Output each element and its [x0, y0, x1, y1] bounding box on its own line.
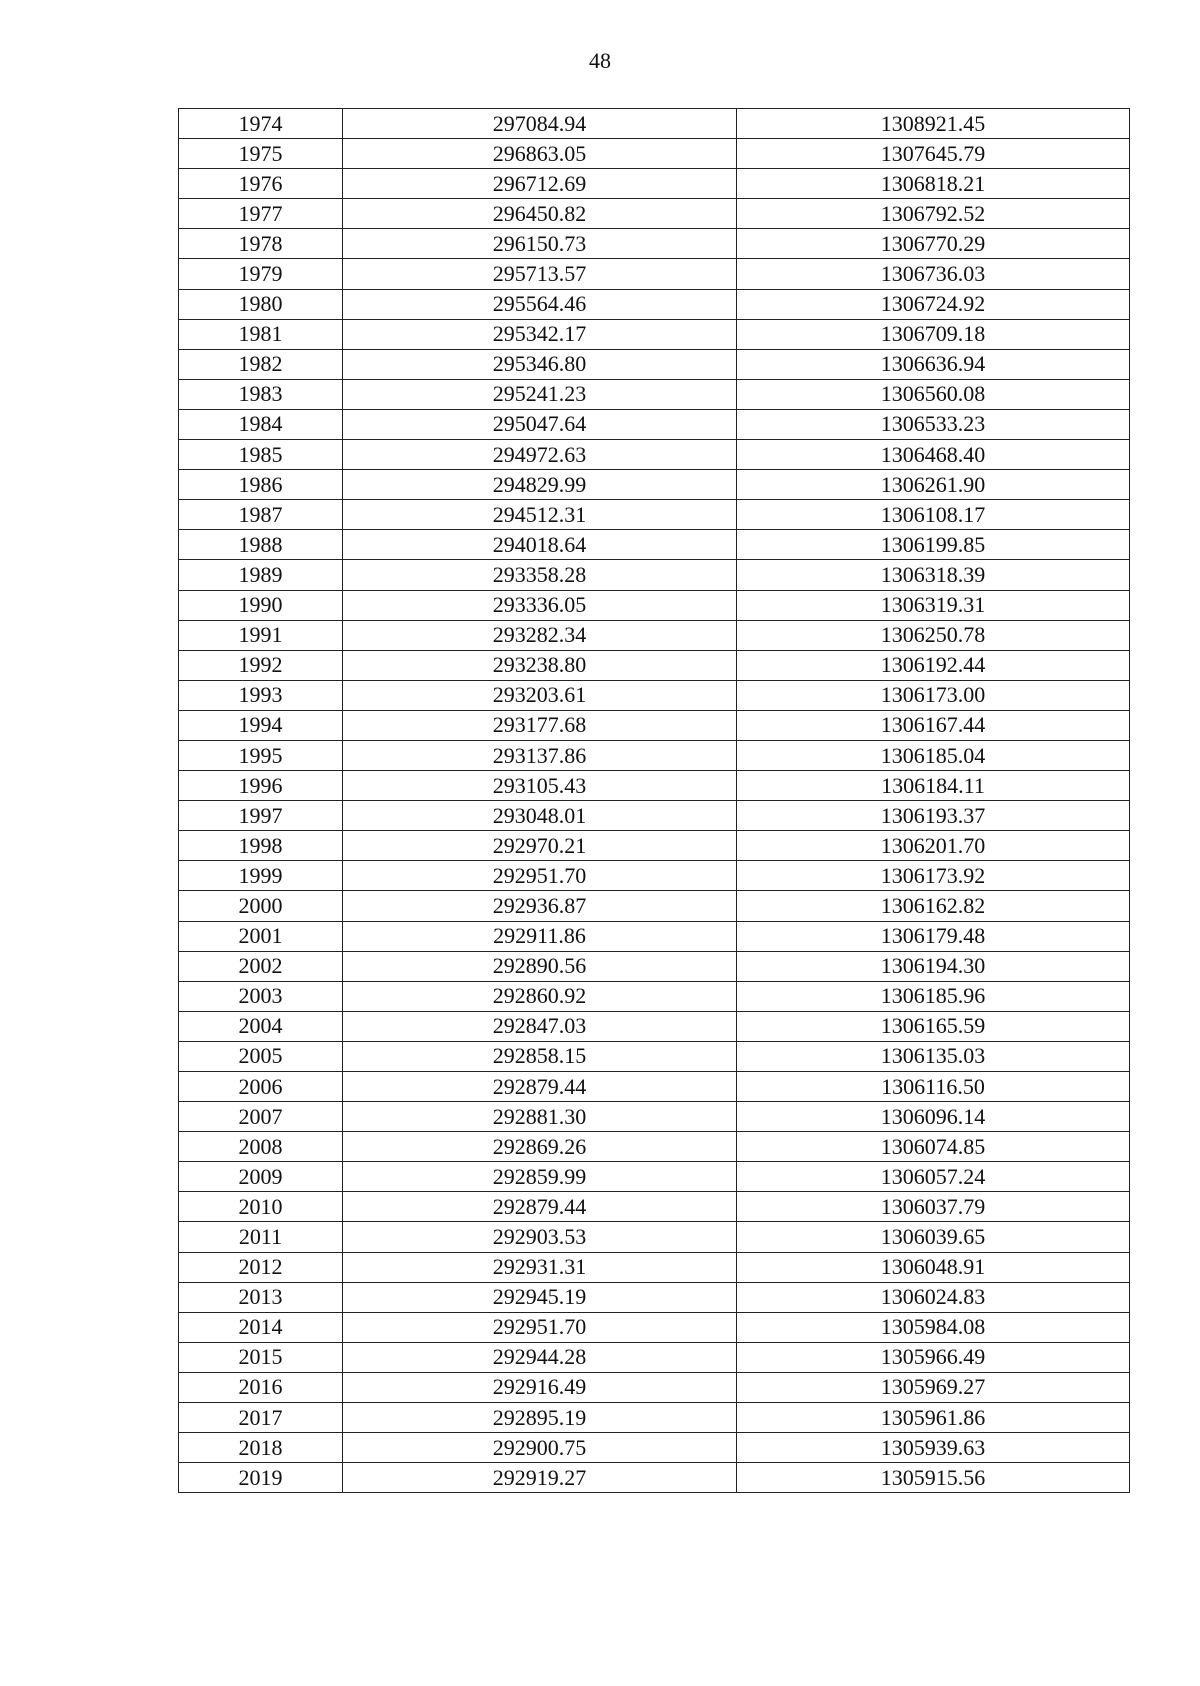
table-row	[179, 1041, 1130, 1071]
value-b-cell: 1306179.48	[737, 921, 1130, 951]
value-a-cell: 292919.27	[343, 1463, 737, 1493]
value-b-cell: 1306318.39	[737, 560, 1130, 590]
table-row	[179, 921, 1130, 951]
table-row	[179, 861, 1130, 891]
year-cell: 1988	[179, 530, 343, 560]
table-row	[179, 1282, 1130, 1312]
value-b-cell: 1306074.85	[737, 1132, 1130, 1162]
value-a-cell: 294512.31	[343, 500, 737, 530]
year-cell: 1998	[179, 831, 343, 861]
value-a-cell: 292944.28	[343, 1342, 737, 1372]
table-row	[179, 139, 1130, 169]
value-b-cell: 1306194.30	[737, 951, 1130, 981]
year-cell: 1999	[179, 861, 343, 891]
value-b-cell: 1306135.03	[737, 1041, 1130, 1071]
value-b-cell: 1306192.44	[737, 650, 1130, 680]
year-cell: 1976	[179, 169, 343, 199]
year-cell: 1986	[179, 470, 343, 500]
table-row	[179, 1102, 1130, 1132]
value-b-cell: 1305984.08	[737, 1312, 1130, 1342]
table-row	[179, 1011, 1130, 1041]
value-a-cell: 296150.73	[343, 229, 737, 259]
value-a-cell: 297084.94	[343, 109, 737, 139]
value-a-cell: 294972.63	[343, 440, 737, 470]
value-a-cell: 292911.86	[343, 921, 737, 951]
value-a-cell: 295713.57	[343, 259, 737, 289]
table-row	[179, 229, 1130, 259]
year-cell: 2000	[179, 891, 343, 921]
value-b-cell: 1306165.59	[737, 1011, 1130, 1041]
value-b-cell: 1306533.23	[737, 409, 1130, 439]
value-b-cell: 1306770.29	[737, 229, 1130, 259]
value-a-cell: 293238.80	[343, 650, 737, 680]
table-row	[179, 831, 1130, 861]
value-a-cell: 292859.99	[343, 1162, 737, 1192]
value-b-cell: 1306185.04	[737, 740, 1130, 770]
table-row	[179, 1342, 1130, 1372]
year-cell: 1977	[179, 199, 343, 229]
value-a-cell: 292858.15	[343, 1041, 737, 1071]
value-b-cell: 1306709.18	[737, 319, 1130, 349]
value-a-cell: 295346.80	[343, 349, 737, 379]
value-b-cell: 1306724.92	[737, 289, 1130, 319]
value-b-cell: 1306037.79	[737, 1192, 1130, 1222]
value-b-cell: 1306184.11	[737, 771, 1130, 801]
value-b-cell: 1305969.27	[737, 1372, 1130, 1402]
value-a-cell: 293203.61	[343, 680, 737, 710]
value-a-cell: 292881.30	[343, 1102, 737, 1132]
year-cell: 2017	[179, 1403, 343, 1433]
value-a-cell: 293105.43	[343, 771, 737, 801]
year-cell: 1990	[179, 590, 343, 620]
table-row	[179, 1312, 1130, 1342]
table-row	[179, 1132, 1130, 1162]
value-a-cell: 292951.70	[343, 861, 737, 891]
table-row	[179, 259, 1130, 289]
value-a-cell: 296863.05	[343, 139, 737, 169]
value-b-cell: 1305915.56	[737, 1463, 1130, 1493]
value-a-cell: 292890.56	[343, 951, 737, 981]
value-a-cell: 292847.03	[343, 1011, 737, 1041]
value-b-cell: 1305966.49	[737, 1342, 1130, 1372]
value-b-cell: 1306319.31	[737, 590, 1130, 620]
year-cell: 1974	[179, 109, 343, 139]
value-a-cell: 292869.26	[343, 1132, 737, 1162]
table-row	[179, 620, 1130, 650]
year-cell: 1982	[179, 349, 343, 379]
year-cell: 2018	[179, 1433, 343, 1463]
value-a-cell: 292900.75	[343, 1433, 737, 1463]
value-b-cell: 1306560.08	[737, 379, 1130, 409]
value-b-cell: 1306096.14	[737, 1102, 1130, 1132]
value-a-cell: 294829.99	[343, 470, 737, 500]
year-cell: 1992	[179, 650, 343, 680]
table-row	[179, 530, 1130, 560]
value-a-cell: 293358.28	[343, 560, 737, 590]
table-row	[179, 109, 1130, 139]
value-a-cell: 294018.64	[343, 530, 737, 560]
year-cell: 2019	[179, 1463, 343, 1493]
table-row	[179, 319, 1130, 349]
table-row	[179, 951, 1130, 981]
value-b-cell: 1305961.86	[737, 1403, 1130, 1433]
table-row	[179, 740, 1130, 770]
table-body	[179, 109, 1130, 1493]
year-cell: 1975	[179, 139, 343, 169]
table-row	[179, 1433, 1130, 1463]
year-cell: 2010	[179, 1192, 343, 1222]
year-cell: 2013	[179, 1282, 343, 1312]
year-cell: 1985	[179, 440, 343, 470]
value-a-cell: 296450.82	[343, 199, 737, 229]
year-cell: 2015	[179, 1342, 343, 1372]
table-row	[179, 470, 1130, 500]
year-cell: 1996	[179, 771, 343, 801]
year-cell: 1987	[179, 500, 343, 530]
value-b-cell: 1307645.79	[737, 139, 1130, 169]
table-row	[179, 289, 1130, 319]
table-row	[179, 1252, 1130, 1282]
table-row	[179, 680, 1130, 710]
value-b-cell: 1306250.78	[737, 620, 1130, 650]
year-cell: 1991	[179, 620, 343, 650]
year-cell: 2007	[179, 1102, 343, 1132]
year-cell: 2004	[179, 1011, 343, 1041]
value-b-cell: 1306185.96	[737, 981, 1130, 1011]
table-row	[179, 1463, 1130, 1493]
table-row	[179, 1222, 1130, 1252]
value-b-cell: 1306261.90	[737, 470, 1130, 500]
year-cell: 2011	[179, 1222, 343, 1252]
table-row	[179, 440, 1130, 470]
table-row	[179, 1162, 1130, 1192]
page-number: 48	[589, 48, 611, 73]
table-row	[179, 1192, 1130, 1222]
value-b-cell: 1306162.82	[737, 891, 1130, 921]
table-row	[179, 409, 1130, 439]
value-b-cell: 1306193.37	[737, 801, 1130, 831]
table-row	[179, 771, 1130, 801]
table-row	[179, 891, 1130, 921]
year-cell: 2001	[179, 921, 343, 951]
year-cell: 1993	[179, 680, 343, 710]
table-row	[179, 500, 1130, 530]
value-a-cell: 292916.49	[343, 1372, 737, 1402]
year-cell: 1981	[179, 319, 343, 349]
value-a-cell: 292931.31	[343, 1252, 737, 1282]
year-cell: 1997	[179, 801, 343, 831]
value-b-cell: 1306636.94	[737, 349, 1130, 379]
value-b-cell: 1306199.85	[737, 530, 1130, 560]
year-cell: 1994	[179, 710, 343, 740]
value-b-cell: 1308921.45	[737, 109, 1130, 139]
table-row	[179, 650, 1130, 680]
year-cell: 1979	[179, 259, 343, 289]
table-row	[179, 379, 1130, 409]
value-b-cell: 1306024.83	[737, 1282, 1130, 1312]
year-cell: 2003	[179, 981, 343, 1011]
value-a-cell: 292879.44	[343, 1192, 737, 1222]
value-a-cell: 293336.05	[343, 590, 737, 620]
table-row	[179, 801, 1130, 831]
year-cell: 2002	[179, 951, 343, 981]
value-b-cell: 1306173.00	[737, 680, 1130, 710]
year-cell: 2016	[179, 1372, 343, 1402]
table-row	[179, 710, 1130, 740]
table-row	[179, 590, 1130, 620]
year-cell: 1989	[179, 560, 343, 590]
table-row	[179, 1403, 1130, 1433]
value-a-cell: 292895.19	[343, 1403, 737, 1433]
value-a-cell: 295564.46	[343, 289, 737, 319]
year-cell: 2014	[179, 1312, 343, 1342]
year-cell: 1980	[179, 289, 343, 319]
value-a-cell: 293048.01	[343, 801, 737, 831]
value-a-cell: 292860.92	[343, 981, 737, 1011]
year-cell: 1984	[179, 409, 343, 439]
data-table	[178, 108, 1130, 1493]
value-b-cell: 1306818.21	[737, 169, 1130, 199]
value-b-cell: 1306039.65	[737, 1222, 1130, 1252]
value-b-cell: 1306048.91	[737, 1252, 1130, 1282]
value-a-cell: 292945.19	[343, 1282, 737, 1312]
year-cell: 2009	[179, 1162, 343, 1192]
value-a-cell: 295047.64	[343, 409, 737, 439]
table-row	[179, 1072, 1130, 1102]
value-b-cell: 1306057.24	[737, 1162, 1130, 1192]
value-a-cell: 292879.44	[343, 1072, 737, 1102]
table-row	[179, 1372, 1130, 1402]
year-cell: 2012	[179, 1252, 343, 1282]
value-a-cell: 292970.21	[343, 831, 737, 861]
value-a-cell: 293282.34	[343, 620, 737, 650]
value-a-cell: 293137.86	[343, 740, 737, 770]
value-b-cell: 1306792.52	[737, 199, 1130, 229]
table-row	[179, 981, 1130, 1011]
table-row	[179, 199, 1130, 229]
table-row	[179, 560, 1130, 590]
value-b-cell: 1306201.70	[737, 831, 1130, 861]
value-b-cell: 1306116.50	[737, 1072, 1130, 1102]
value-b-cell: 1306167.44	[737, 710, 1130, 740]
value-a-cell: 295241.23	[343, 379, 737, 409]
value-b-cell: 1306736.03	[737, 259, 1130, 289]
value-a-cell: 293177.68	[343, 710, 737, 740]
year-cell: 2005	[179, 1041, 343, 1071]
value-b-cell: 1306173.92	[737, 861, 1130, 891]
table-row	[179, 169, 1130, 199]
year-cell: 1995	[179, 740, 343, 770]
value-a-cell: 295342.17	[343, 319, 737, 349]
value-b-cell: 1305939.63	[737, 1433, 1130, 1463]
year-cell: 2008	[179, 1132, 343, 1162]
value-a-cell: 296712.69	[343, 169, 737, 199]
value-b-cell: 1306468.40	[737, 440, 1130, 470]
table-row	[179, 349, 1130, 379]
value-b-cell: 1306108.17	[737, 500, 1130, 530]
value-a-cell: 292903.53	[343, 1222, 737, 1252]
year-cell: 2006	[179, 1072, 343, 1102]
year-cell: 1983	[179, 379, 343, 409]
year-cell: 1978	[179, 229, 343, 259]
value-a-cell: 292951.70	[343, 1312, 737, 1342]
value-a-cell: 292936.87	[343, 891, 737, 921]
